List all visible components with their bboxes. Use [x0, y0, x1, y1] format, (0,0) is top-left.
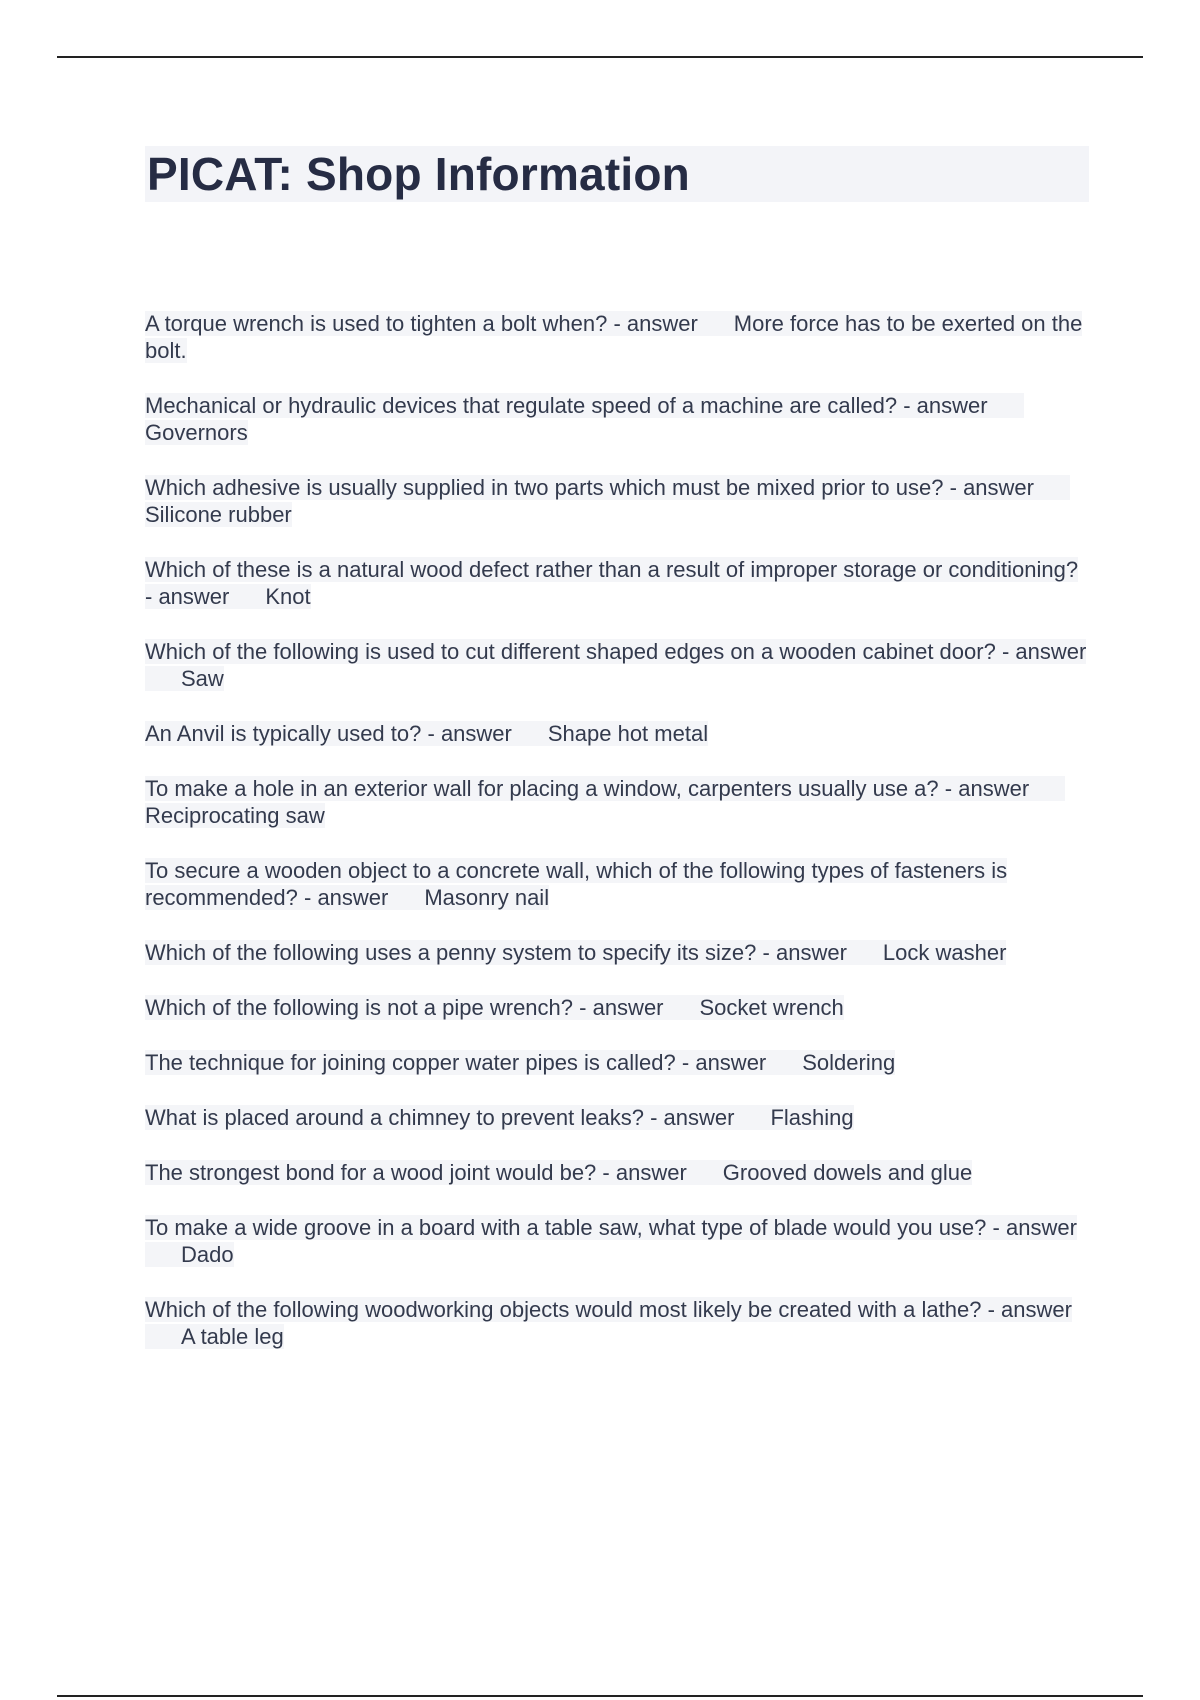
qa-item: [145, 1159, 1089, 1186]
qa-item: [145, 638, 1089, 692]
answer-text: Knot: [265, 584, 311, 609]
answer-separator: - answer: [944, 776, 1030, 801]
question-text: Which of the following is not a pipe wrench?: [145, 995, 574, 1020]
answer-text: Lock washer: [882, 940, 1007, 965]
qa-item: [145, 1104, 1089, 1131]
question-text: Which of the following woodworking objects would most likely be created with a lathe?: [145, 1297, 982, 1322]
question-text: Which of these is a natural wood defect rather than a result of improper storage or conditioning?: [145, 557, 1079, 582]
qa-item: [145, 310, 1089, 364]
question-text: The strongest bond for a wood joint would be?: [145, 1160, 597, 1185]
answer-separator: - answer: [762, 940, 847, 965]
answer-text: More force has to be exerted on the bolt.: [145, 311, 1083, 363]
top-rule: [57, 56, 1143, 58]
answer-text: Flashing: [770, 1105, 854, 1130]
qa-list: [145, 310, 1089, 1350]
answer-text: Silicone rubber: [145, 502, 292, 527]
answer-separator: - answer: [602, 1160, 687, 1185]
answer-text: Governors: [145, 420, 248, 445]
question-text: Which of the following is used to cut different shaped edges on a wooden cabinet door?: [145, 639, 996, 664]
answer-separator: - answer: [903, 393, 988, 418]
answer-separator: - answer: [992, 1215, 1077, 1240]
question-text: A torque wrench is used to tighten a bolt when?: [145, 311, 608, 336]
answer-text: Grooved dowels and glue: [722, 1160, 973, 1185]
answer-text: Dado: [181, 1242, 234, 1267]
answer-text: Shape hot metal: [547, 721, 709, 746]
question-text: Mechanical or hydraulic devices that regulate speed of a machine are called?: [145, 393, 898, 418]
answer-separator: - answer: [145, 584, 230, 609]
answer-text: Soldering: [802, 1050, 896, 1075]
qa-item: [145, 1296, 1089, 1350]
answer-text: Reciprocating saw: [145, 803, 325, 828]
qa-item: [145, 392, 1089, 446]
question-text: Which adhesive is usually supplied in two parts which must be mixed prior to use?: [145, 475, 944, 500]
qa-item: [145, 939, 1089, 966]
answer-separator: - answer: [681, 1050, 767, 1075]
question-text: What is placed around a chimney to prevent leaks?: [145, 1105, 644, 1130]
answer-text: Socket wrench: [699, 995, 844, 1020]
qa-item: [145, 720, 1089, 747]
page-title: PICAT: Shop Information: [145, 146, 1089, 202]
question-text: The technique for joining copper water pipes is called?: [145, 1050, 676, 1075]
answer-text: A table leg: [181, 1324, 284, 1349]
document-body: [145, 146, 1089, 1378]
qa-item: [145, 994, 1089, 1021]
answer-separator: - answer: [579, 995, 664, 1020]
question-text: To secure a wooden object to a concrete wall, which of the following types of fasteners is recommended?: [145, 858, 1008, 910]
answer-separator: - answer: [304, 885, 389, 910]
answer-text: Masonry nail: [424, 885, 550, 910]
answer-separator: - answer: [987, 1297, 1072, 1322]
answer-separator: - answer: [613, 311, 698, 336]
question-text: To make a hole in an exterior wall for placing a window, carpenters usually use a?: [145, 776, 939, 801]
answer-text: Saw: [181, 666, 224, 691]
answer-separator: - answer: [949, 475, 1034, 500]
answer-separator: - answer: [650, 1105, 735, 1130]
question-text: An Anvil is typically used to?: [145, 721, 422, 746]
qa-item: [145, 857, 1089, 911]
answer-separator: - answer: [427, 721, 512, 746]
answer-separator: - answer: [1001, 639, 1087, 664]
question-text: To make a wide groove in a board with a table saw, what type of blade would you use?: [145, 1215, 987, 1240]
qa-item: [145, 1214, 1089, 1268]
qa-item: [145, 1049, 1089, 1076]
qa-item: [145, 556, 1089, 610]
bottom-rule: [57, 1695, 1143, 1697]
question-text: Which of the following uses a penny system to specify its size?: [145, 940, 757, 965]
qa-item: [145, 775, 1089, 829]
qa-item: [145, 474, 1089, 528]
